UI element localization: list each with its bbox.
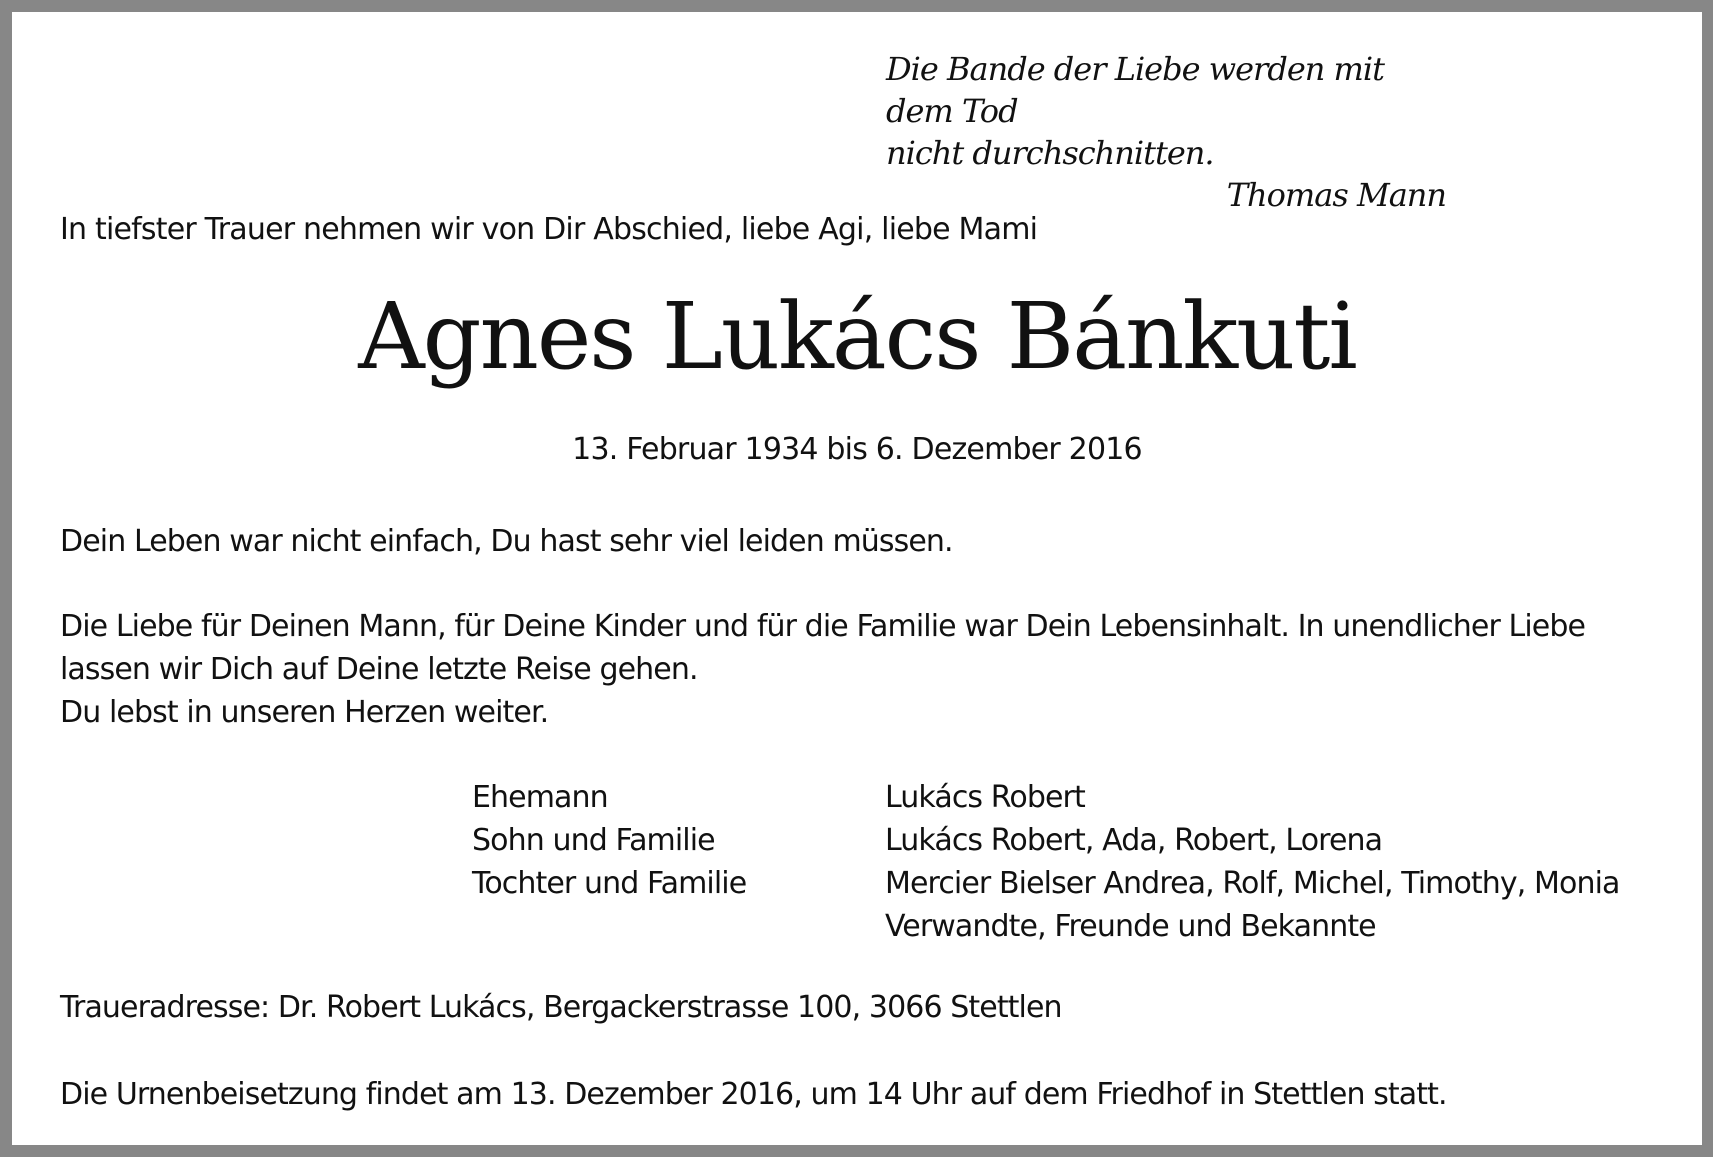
intro-text: In tiefster Trauer nehmen wir von Dir Abschied, liebe Agi, liebe Mami [60,212,1038,247]
motto-author: Thomas Mann [1226,176,1446,214]
mourner-row [472,905,1620,948]
mourner-role [472,905,885,948]
mourner-names: Mercier Bielser Andrea, Rolf, Michel, Timothy, Monia [885,866,1620,901]
mourner-role: Ehemann [472,780,608,815]
motto-quote [886,48,1446,216]
mourner-names: Lukács Robert [885,780,1085,815]
deceased-name: Agnes Lukács Bánkuti [358,283,1356,390]
mourner-row [472,819,1620,862]
life-dates: 13. Februar 1934 bis 6. Dezember 2016 [572,432,1142,467]
mourner-role: Tochter und Familie [472,866,747,901]
motto-line-2: nicht durchschnitten. [886,134,1214,172]
body-line: Die Liebe für Deinen Mann, für Deine Kinder und für die Familie war Dein Lebensinhalt. In unendlicher Liebe [60,609,1586,644]
body-line: Du lebst in unseren Herzen weiter. [60,695,549,730]
body-line: Dein Leben war nicht einfach, Du hast sehr viel leiden müssen. [60,524,953,559]
body-paragraph-1 [60,520,953,563]
mourner-names: Lukács Robert, Ada, Robert, Lorena [885,823,1383,858]
mourner-row [472,862,1620,905]
obituary-notice [12,12,1702,1145]
mourning-address: Traueradresse: Dr. Robert Lukács, Bergackerstrasse 100, 3066 Stettlen [60,990,1062,1025]
motto-line-1: Die Bande der Liebe werden mit dem Tod [886,50,1384,130]
mourner-role: Sohn und Familie [472,823,715,858]
burial-info: Die Urnenbeisetzung findet am 13. Dezember 2016, um 14 Uhr auf dem Friedhof in Stettlen statt. [60,1077,1447,1112]
mourners-list [472,776,1620,948]
body-line: lassen wir Dich auf Deine letzte Reise gehen. [60,652,698,687]
body-paragraph-2 [60,605,1585,734]
mourner-names: Verwandte, Freunde und Bekannte [885,909,1376,944]
mourner-row [472,776,1620,819]
